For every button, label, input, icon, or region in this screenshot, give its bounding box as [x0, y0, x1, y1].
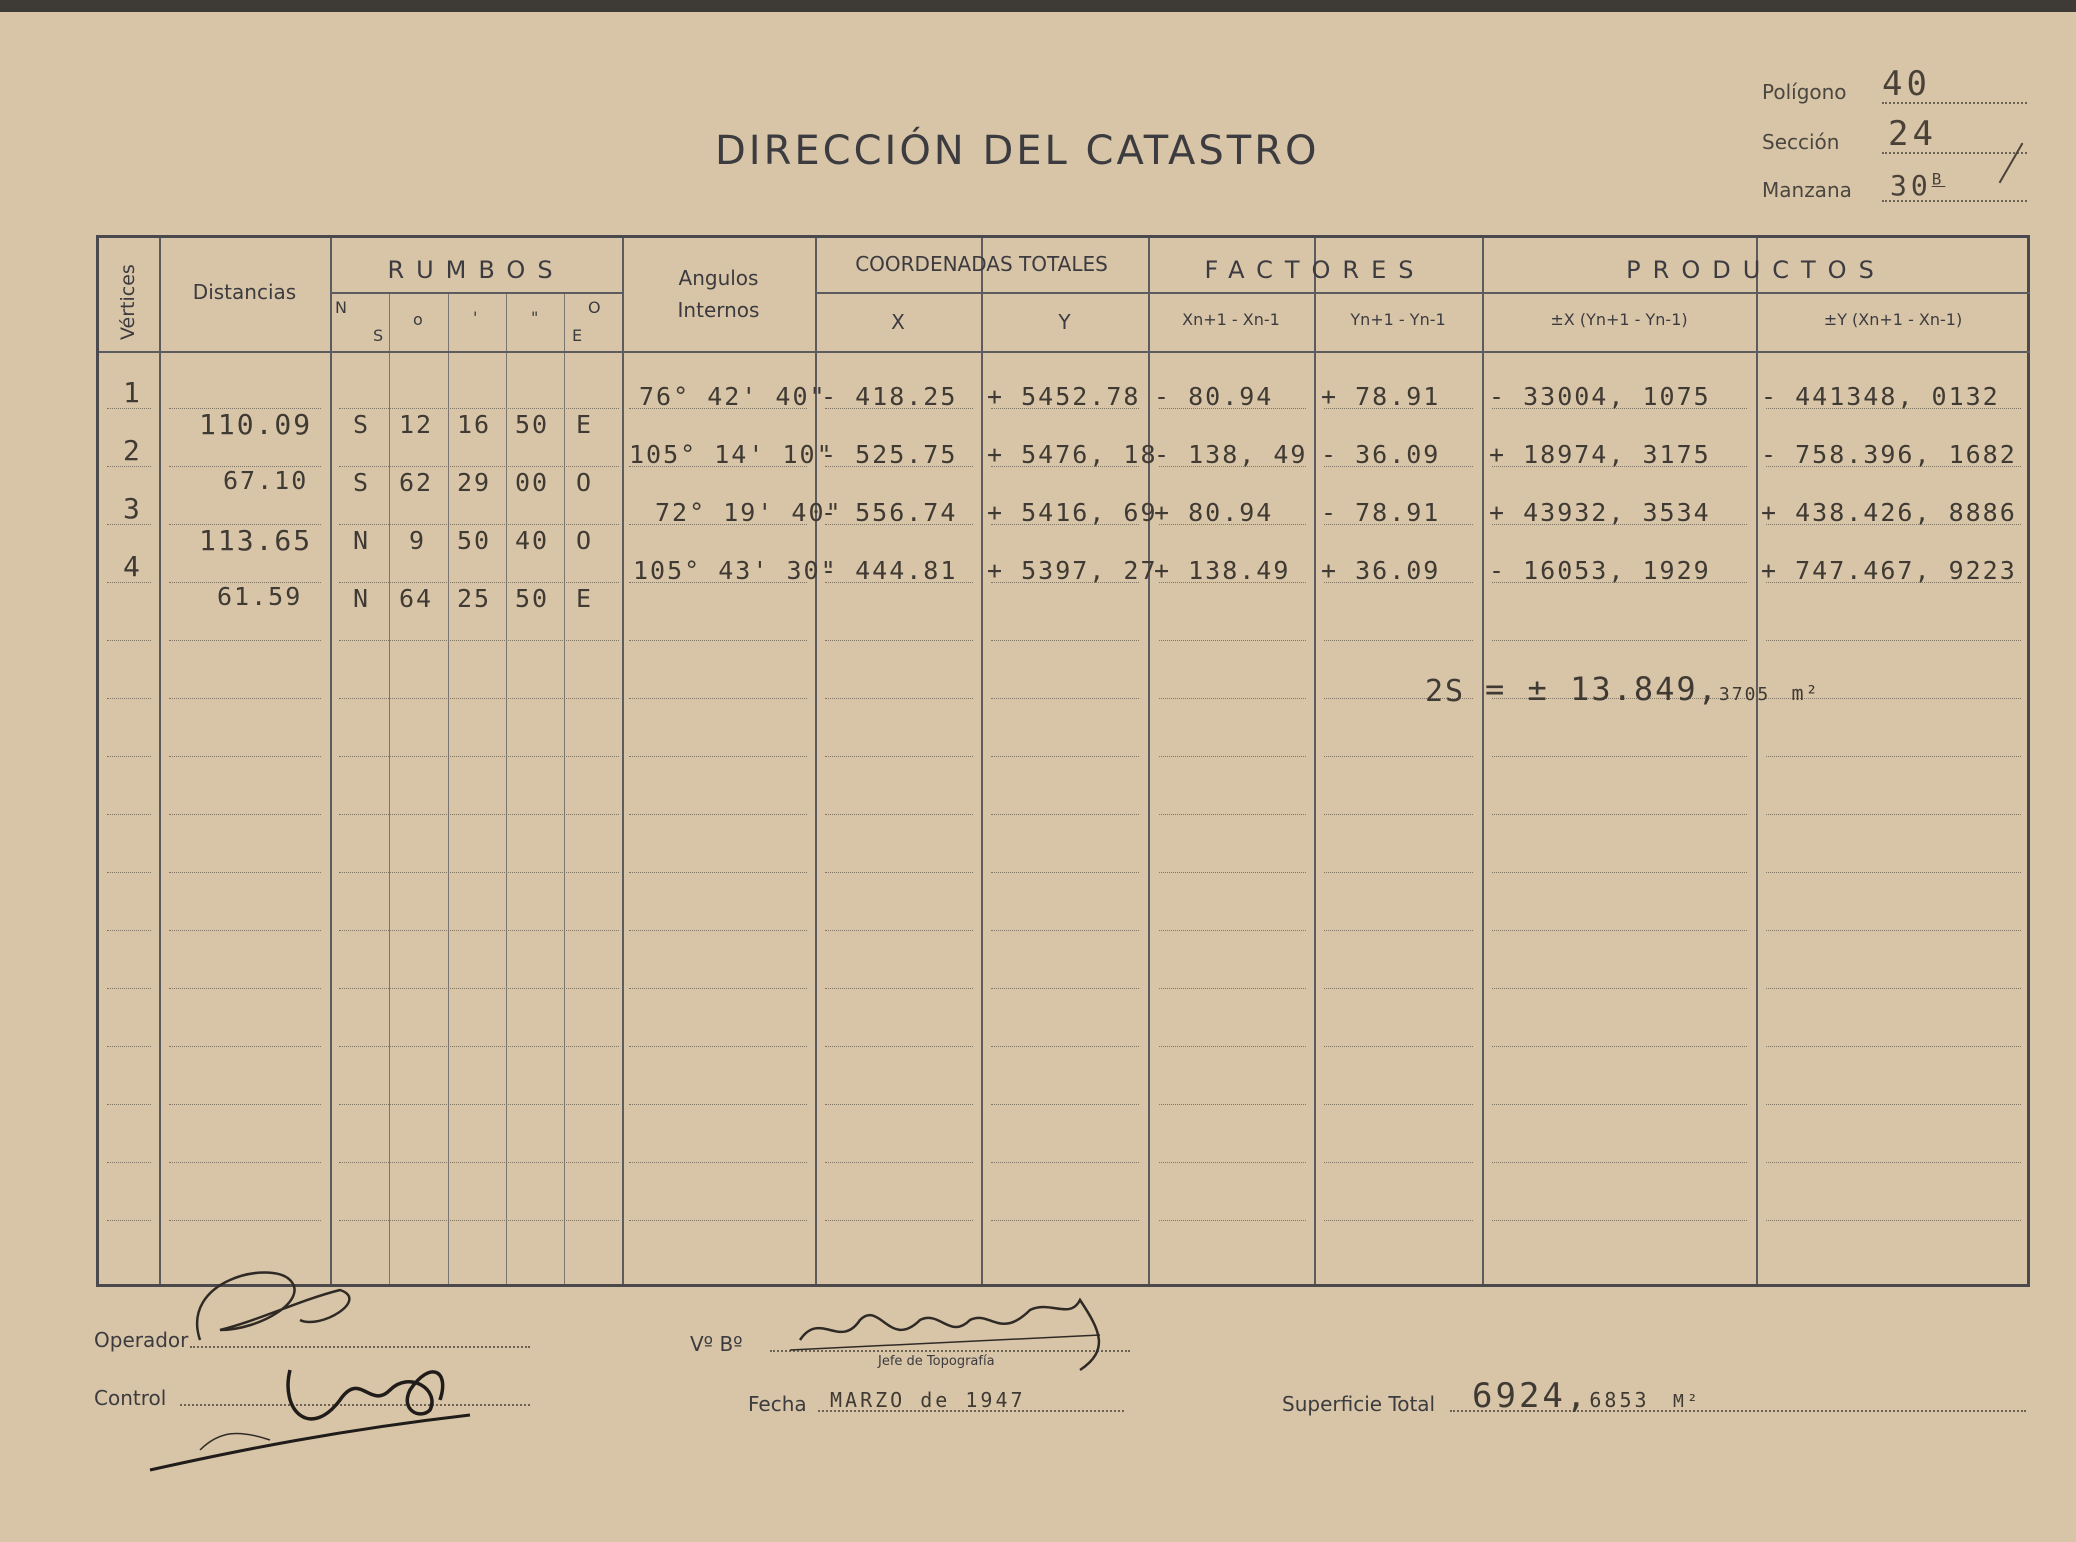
product-y: + 438.426, 8886: [1761, 498, 2017, 527]
factor-y: - 78.91: [1321, 498, 1441, 527]
product-y: + 747.467, 9223: [1761, 556, 2017, 585]
ruled-line: [1492, 988, 1747, 989]
ruled-line: [629, 756, 807, 757]
factor-x: - 80.94: [1154, 382, 1274, 411]
ruled-line: [169, 930, 321, 931]
product-y: - 441348, 0132: [1761, 382, 2000, 411]
ruled-line: [1159, 930, 1306, 931]
header-s: S: [373, 326, 384, 345]
coord-x: - 444.81: [821, 556, 958, 585]
ruled-line: [107, 814, 151, 815]
poligono-value: 40: [1882, 64, 1931, 104]
ruled-line: [629, 872, 807, 873]
ruled-line: [1324, 930, 1473, 931]
ruled-line: [1492, 1104, 1747, 1105]
ruled-line: [629, 988, 807, 989]
header-factores: FACTORES: [1204, 256, 1426, 284]
ruled-line: [1766, 988, 2021, 989]
ruled-line: [1324, 640, 1473, 641]
manzana-label: Manzana: [1762, 178, 1852, 202]
internal-angle: 72° 19' 40": [655, 498, 843, 527]
ruled-line: [1492, 640, 1747, 641]
seccion-value: 24: [1888, 114, 1937, 154]
ruled-line: [1492, 1046, 1747, 1047]
bearing-oe: E: [576, 410, 594, 439]
ruled-line: [629, 1046, 807, 1047]
header-deg: o: [413, 310, 423, 329]
ruled-line: [991, 872, 1139, 873]
ruled-line: [1492, 756, 1747, 757]
ruled-line: [1766, 1162, 2021, 1163]
coord-x: - 525.75: [821, 440, 958, 469]
scan-edge: [0, 0, 2076, 12]
ruled-line: [339, 466, 619, 467]
coord-x: - 418.25: [821, 382, 958, 411]
ruled-line: [629, 1104, 807, 1105]
ruled-line: [107, 1046, 151, 1047]
ruled-line: [1159, 640, 1306, 641]
ruled-line: [1159, 1220, 1306, 1221]
ruled-line: [339, 408, 619, 409]
header-coordenadas: COORDENADAS TOTALES: [855, 252, 1108, 276]
product-x: + 43932, 3534: [1489, 498, 1711, 527]
product-y: - 758.396, 1682: [1761, 440, 2017, 469]
bearing-deg: 9: [409, 526, 427, 555]
manzana-value: $30^B$: [1890, 169, 1946, 202]
ruled-line: [1492, 814, 1747, 815]
ruled-line: [107, 640, 151, 641]
ruled-line: [169, 1046, 321, 1047]
bearing-deg: 62: [399, 468, 434, 497]
factor-x: + 138.49: [1154, 556, 1291, 585]
ruled-line: [339, 872, 619, 873]
bearing-min: 16: [457, 410, 492, 439]
vertex-number: 2: [123, 434, 142, 467]
ruled-line: [1324, 814, 1473, 815]
ruled-line: [169, 872, 321, 873]
ruled-line: [825, 698, 973, 699]
ruled-line: [991, 640, 1139, 641]
col-sep: [330, 238, 332, 1284]
document-title: DIRECCIÓN DEL CATASTRO: [715, 128, 1320, 174]
ruled-line: [1492, 1220, 1747, 1221]
product-x: - 33004, 1075: [1489, 382, 1711, 411]
sum-value: = ± 13.849,3705 m²: [1485, 670, 1820, 708]
ruled-line: [1159, 872, 1306, 873]
ruled-line: [169, 988, 321, 989]
distance-value: 110.09: [199, 408, 313, 441]
superficie-value: 6924,6853 M²: [1472, 1376, 1701, 1416]
ruled-line: [169, 756, 321, 757]
ruled-line: [825, 988, 973, 989]
header-y: Y: [1058, 310, 1071, 334]
header-fx: Xn+1 - Xn-1: [1182, 310, 1280, 329]
ruled-line: [339, 1220, 619, 1221]
ruled-line: [1324, 756, 1473, 757]
bearing-ns: N: [353, 584, 371, 613]
ruled-line: [1766, 930, 2021, 931]
bearing-sec: 00: [515, 468, 550, 497]
header-productos: PRODUCTOS: [1626, 256, 1886, 284]
ruled-line: [1766, 1104, 2021, 1105]
ruled-line: [991, 988, 1139, 989]
ruled-line: [825, 756, 973, 757]
ruled-line: [339, 930, 619, 931]
ruled-line: [339, 524, 619, 525]
ruled-line: [1766, 1046, 2021, 1047]
ruled-line: [1766, 640, 2021, 641]
col-sep: [1148, 238, 1150, 1284]
header-sep: [815, 292, 2030, 294]
ruled-line: [629, 1220, 807, 1221]
header-fy: Yn+1 - Yn-1: [1350, 310, 1446, 329]
header-min: ': [473, 308, 478, 327]
bearing-ns: N: [353, 526, 371, 555]
bearing-ns: S: [353, 410, 371, 439]
ruled-line: [1766, 1220, 2021, 1221]
ruled-line: [825, 1104, 973, 1105]
control-label: Control: [94, 1386, 167, 1410]
ruled-line: [991, 1046, 1139, 1047]
header-vertices: Vértices: [117, 264, 139, 340]
ruled-line: [1324, 1104, 1473, 1105]
col-sep: [159, 238, 161, 1284]
bearing-oe: O: [576, 526, 594, 555]
product-x: - 16053, 1929: [1489, 556, 1711, 585]
col-sub-sep: [564, 292, 565, 1284]
ruled-line: [107, 988, 151, 989]
ruled-line: [1492, 930, 1747, 931]
header-px: ±X (Yn+1 - Yn-1): [1550, 310, 1688, 329]
ruled-line: [991, 698, 1139, 699]
header-x: X: [891, 310, 905, 334]
col-sub-sep: [506, 292, 507, 1284]
bearing-ns: S: [353, 468, 371, 497]
sum-label: 2S: [1425, 674, 1466, 709]
ruled-line: [339, 1046, 619, 1047]
ruled-line: [825, 872, 973, 873]
operador-signature: [140, 1240, 480, 1480]
poligono-field: [1762, 64, 2027, 110]
ruled-line: [339, 1104, 619, 1105]
ruled-line: [1159, 988, 1306, 989]
ruled-line: [1492, 872, 1747, 873]
vertex-number: 1: [123, 376, 142, 409]
survey-table: [96, 235, 2030, 1287]
internal-angle: 76° 42' 40": [639, 382, 827, 411]
ruled-line: [1159, 1046, 1306, 1047]
poligono-label: Polígono: [1762, 80, 1847, 104]
header-distancias: Distancias: [192, 280, 297, 304]
ruled-line: [825, 1162, 973, 1163]
product-x: + 18974, 3175: [1489, 440, 1711, 469]
bearing-deg: 12: [399, 410, 434, 439]
ruled-line: [1159, 756, 1306, 757]
ruled-line: [169, 814, 321, 815]
seccion-label: Sección: [1762, 130, 1840, 154]
ruled-line: [1324, 872, 1473, 873]
ruled-line: [629, 698, 807, 699]
bearing-sec: 50: [515, 410, 550, 439]
bearing-min: 25: [457, 584, 492, 613]
ruled-line: [825, 1046, 973, 1047]
bearing-oe: E: [576, 584, 594, 613]
ruled-line: [1766, 872, 2021, 873]
col-sub-sep: [389, 292, 390, 1284]
fecha-value: MARZO de 1947: [830, 1388, 1026, 1412]
ruled-line: [1324, 1162, 1473, 1163]
col-sep: [981, 238, 983, 1284]
superficie-label: Superficie Total: [1282, 1392, 1436, 1416]
ruled-line: [169, 640, 321, 641]
manzana-field: [1762, 166, 2027, 208]
ruled-line: [1766, 814, 2021, 815]
ruled-line: [1159, 814, 1306, 815]
ruled-line: [169, 1104, 321, 1105]
distance-value: 61.59: [217, 582, 303, 611]
bearing-min: 50: [457, 526, 492, 555]
header-sep: [330, 292, 622, 294]
vertex-number: 4: [123, 550, 142, 583]
ruled-line: [825, 930, 973, 931]
col-sep: [1756, 238, 1758, 1284]
ruled-line: [107, 930, 151, 931]
header-o: O: [588, 298, 601, 317]
ruled-line: [991, 814, 1139, 815]
ruled-line: [629, 1162, 807, 1163]
vertex-number: 3: [123, 492, 142, 525]
distance-value: 67.10: [223, 466, 309, 495]
ruled-line: [629, 930, 807, 931]
ruled-line: [1324, 988, 1473, 989]
ruled-line: [339, 698, 619, 699]
header-internos: Internos: [677, 298, 760, 322]
ruled-line: [107, 1220, 151, 1221]
ruled-line: [629, 640, 807, 641]
header-angulos: Angulos: [678, 266, 759, 290]
jefe-signature: [780, 1290, 1140, 1390]
ruled-line: [339, 814, 619, 815]
ruled-line: [825, 814, 973, 815]
header-n: N: [335, 298, 347, 317]
ruled-line: [107, 1162, 151, 1163]
col-sub-sep: [448, 292, 449, 1284]
internal-angle: 105° 14' 10": [629, 440, 834, 469]
factor-x: + 80.94: [1154, 498, 1274, 527]
ruled-line: [825, 640, 973, 641]
ruled-line: [339, 640, 619, 641]
bearing-sec: 40: [515, 526, 550, 555]
ruled-line: [107, 872, 151, 873]
ruled-line: [169, 1220, 321, 1221]
ruled-line: [107, 698, 151, 699]
header-bottom: [99, 351, 2030, 353]
factor-x: - 138, 49: [1154, 440, 1308, 469]
ruled-line: [1159, 698, 1306, 699]
bearing-sec: 50: [515, 584, 550, 613]
seccion-field: [1762, 114, 2027, 160]
coord-y: + 5452.78: [987, 382, 1141, 411]
coord-y: + 5476, 18: [987, 440, 1158, 469]
col-sep: [622, 238, 624, 1284]
ruled-line: [1324, 1220, 1473, 1221]
ruled-line: [1324, 1046, 1473, 1047]
distance-value: 113.65: [199, 524, 313, 557]
vobo-label: Vº Bº: [690, 1332, 743, 1356]
ruled-line: [1159, 1104, 1306, 1105]
ruled-line: [1766, 756, 2021, 757]
ruled-line: [339, 988, 619, 989]
ruled-line: [107, 1104, 151, 1105]
ruled-line: [991, 756, 1139, 757]
factor-y: + 78.91: [1321, 382, 1441, 411]
ruled-line: [991, 1220, 1139, 1221]
factor-y: + 36.09: [1321, 556, 1441, 585]
ruled-line: [991, 1104, 1139, 1105]
coord-y: + 5397, 27: [987, 556, 1158, 585]
coord-y: + 5416, 69: [987, 498, 1158, 527]
ruled-line: [169, 1162, 321, 1163]
header-e: E: [572, 326, 583, 345]
col-sep: [1314, 238, 1316, 1284]
col-sep: [1482, 238, 1484, 1284]
operador-label: Operador: [94, 1328, 189, 1352]
jefe-label: Jefe de Topografía: [878, 1354, 995, 1369]
internal-angle: 105° 43' 30": [633, 556, 838, 585]
ruled-line: [1492, 1162, 1747, 1163]
ruled-line: [1159, 1162, 1306, 1163]
header-py: ±Y (Xn+1 - Xn-1): [1823, 310, 1963, 329]
header-rumbos: RUMBOS: [387, 256, 565, 284]
ruled-line: [339, 756, 619, 757]
ruled-line: [991, 930, 1139, 931]
coord-x: - 556.74: [821, 498, 958, 527]
ruled-line: [991, 1162, 1139, 1163]
bearing-oe: O: [576, 468, 594, 497]
ruled-line: [339, 1162, 619, 1163]
header-sec: ": [531, 308, 539, 327]
ruled-line: [169, 698, 321, 699]
bearing-deg: 64: [399, 584, 434, 613]
bearing-min: 29: [457, 468, 492, 497]
ruled-line: [339, 582, 619, 583]
ruled-line: [107, 756, 151, 757]
factor-y: - 36.09: [1321, 440, 1441, 469]
ruled-line: [629, 814, 807, 815]
ruled-line: [825, 1220, 973, 1221]
fecha-label: Fecha: [748, 1392, 807, 1416]
